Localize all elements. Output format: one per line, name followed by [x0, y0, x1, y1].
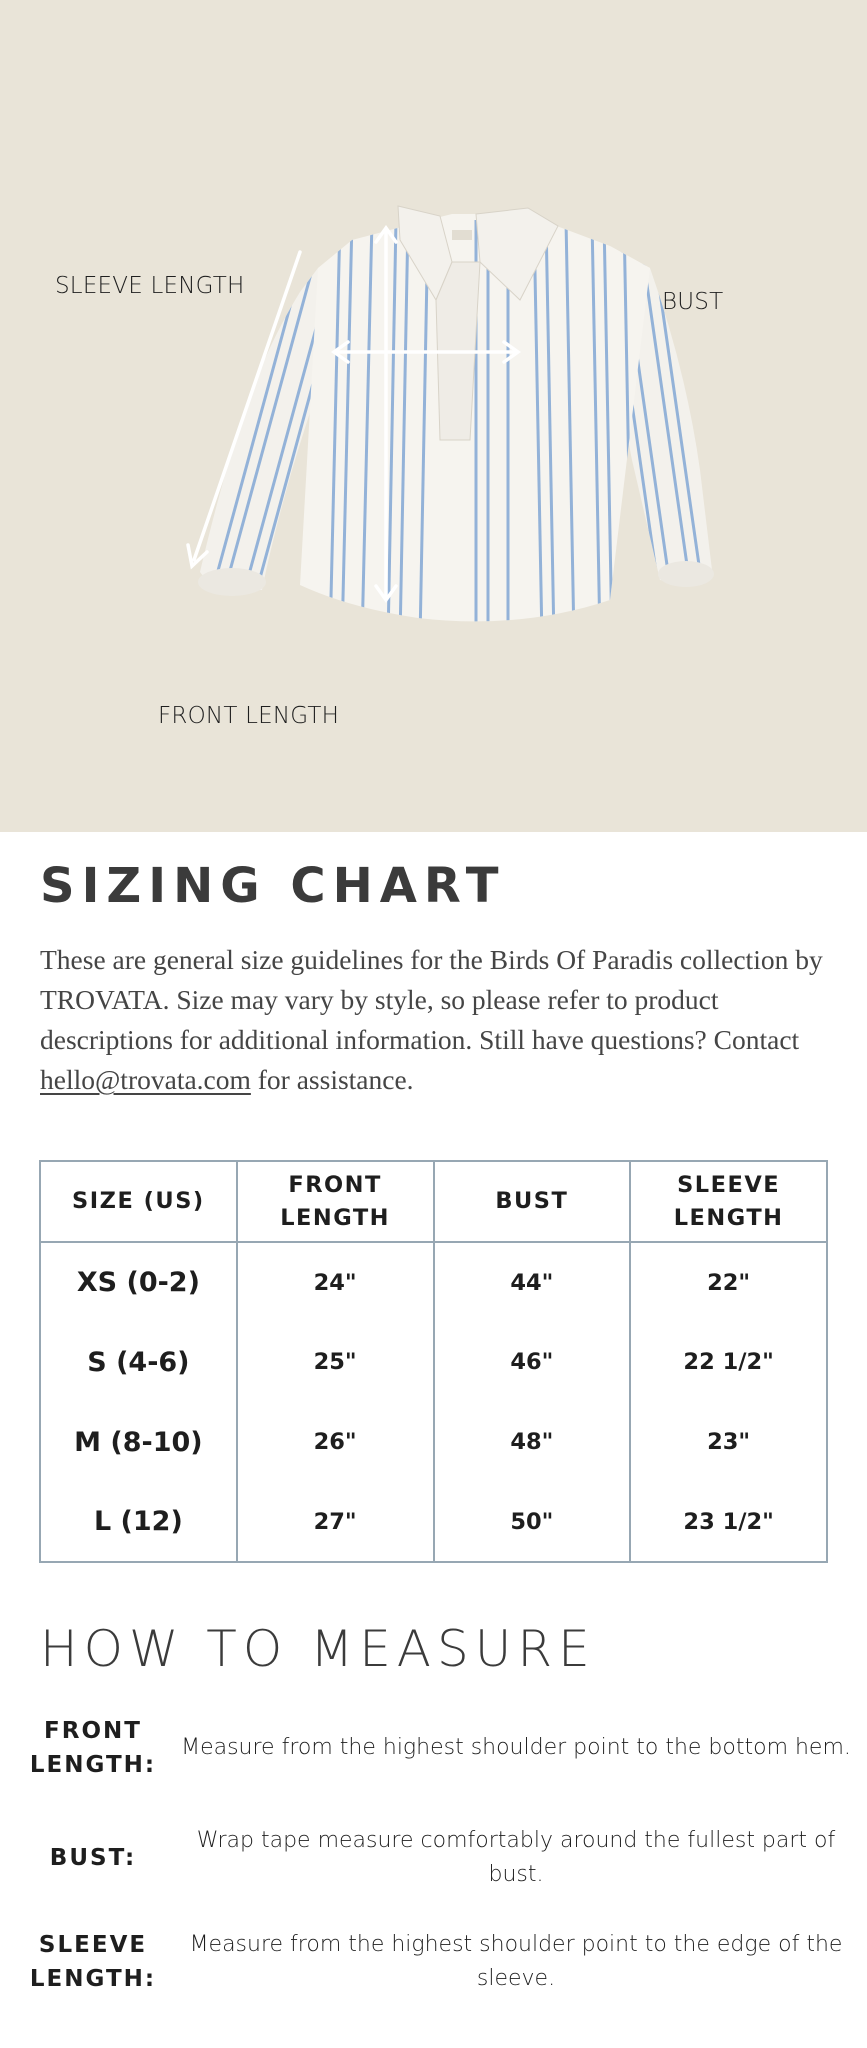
table-header-row [40, 1161, 827, 1242]
size-cell: S (4-6) [87, 1346, 190, 1378]
table-row [40, 1242, 827, 1322]
front-length-cell: 26" [237, 1402, 434, 1482]
how-to-measure-title: HOW TO MEASURE [40, 1620, 596, 1678]
measure-term: FRONT LENGTH: [29, 1718, 157, 1778]
size-cell: XS (0-2) [76, 1267, 200, 1298]
column-header-sleeve-length: SLEEVE LENGTH [630, 1161, 827, 1242]
intro-text: These are general size guidelines for the Birds Of Paradis collection by TROVATA. Size may vary by style, so please refer to product descriptions for additional information. Still have questions? Contact [40, 944, 823, 1055]
sleeve-length-cell: 23" [630, 1402, 827, 1482]
sizing-chart-title: SIZING CHART [40, 858, 506, 914]
measure-item-sleeve-length [20, 1922, 843, 2002]
sleeve-length-cell: 23 1/2" [630, 1482, 827, 1562]
column-header-bust: BUST [434, 1161, 631, 1242]
column-header-front-length: FRONT LENGTH [237, 1161, 434, 1242]
table-row [40, 1402, 827, 1482]
measure-term: BUST: [49, 1845, 137, 1871]
table-row [40, 1482, 827, 1562]
front-length-cell: 27" [237, 1482, 434, 1562]
measure-item-front-length [20, 1708, 851, 1788]
column-header-size: SIZE (US) [40, 1161, 237, 1242]
sleeve-length-cell: 22 1/2" [630, 1322, 827, 1402]
measure-description: Measure from the highest shoulder point to the edge of the sleeve. [189, 1932, 843, 1991]
size-cell: L (12) [93, 1506, 183, 1537]
sizing-intro [40, 940, 840, 1100]
measure-term: SLEEVE LENGTH: [29, 1932, 157, 1992]
measure-description: Measure from the highest shoulder point to the bottom hem. [181, 1735, 851, 1760]
bust-cell: 44" [434, 1242, 631, 1322]
table-row [40, 1322, 827, 1402]
front-length-cell: 25" [237, 1322, 434, 1402]
intro-suffix: for assistance. [250, 1064, 414, 1095]
measure-description: Wrap tape measure comfortably around the fullest part of bust. [196, 1828, 836, 1887]
front-length-cell: 24" [237, 1242, 434, 1322]
sleeve-length-cell: 22" [630, 1242, 827, 1322]
measurement-diagram [0, 0, 867, 832]
size-table [39, 1160, 828, 1563]
bust-cell: 50" [434, 1482, 631, 1562]
sleeve-length-label: SLEEVE LENGTH [55, 273, 245, 299]
size-cell: M (8-10) [74, 1426, 203, 1458]
contact-email-link[interactable]: hello@trovata.com [40, 1064, 251, 1095]
shirt-illustration [0, 0, 867, 832]
front-length-label: FRONT LENGTH [158, 703, 340, 729]
measure-item-bust [20, 1818, 840, 1898]
bust-cell: 48" [434, 1402, 631, 1482]
bust-label: BUST [662, 289, 724, 315]
bust-cell: 46" [434, 1322, 631, 1402]
